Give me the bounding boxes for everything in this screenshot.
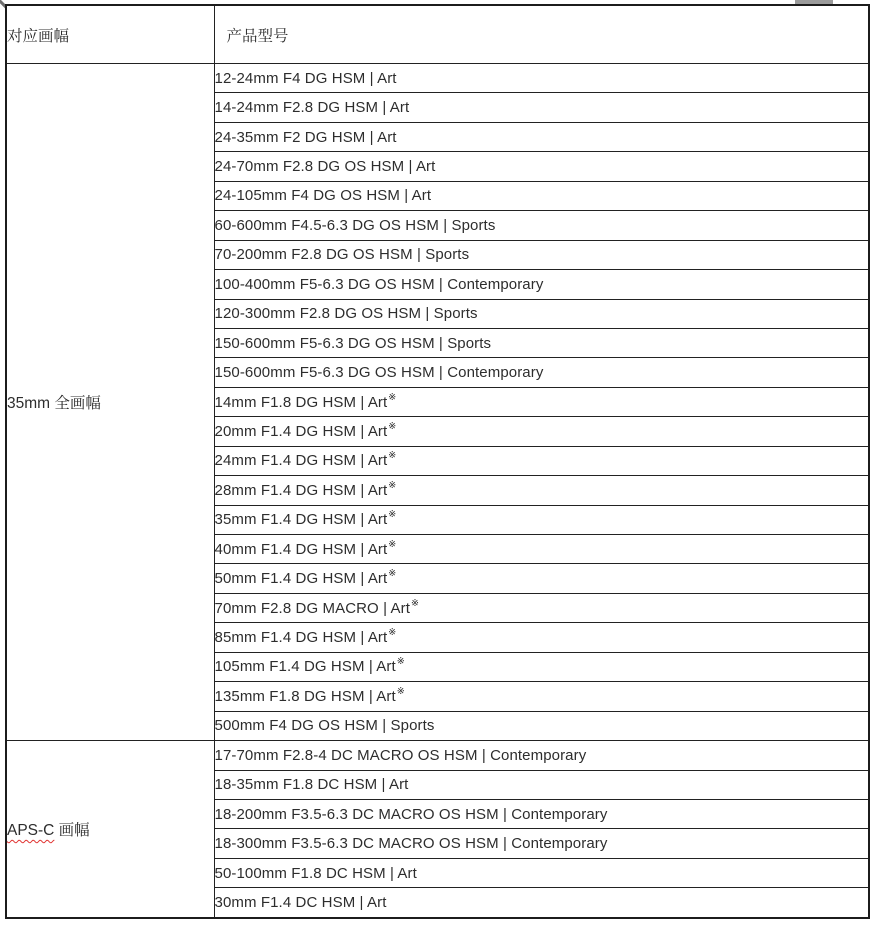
product-name: 14mm F1.8 DG HSM | Art bbox=[214, 393, 388, 411]
footnote-mark: ※ bbox=[388, 509, 397, 521]
product-name: 18-35mm F1.8 DC HSM | Art bbox=[214, 776, 409, 794]
footnote-mark: ※ bbox=[388, 420, 397, 432]
product-cell bbox=[214, 387, 869, 416]
frame-label: 画幅 bbox=[54, 821, 90, 839]
product-name: 50mm F1.4 DG HSM | Art bbox=[214, 570, 388, 588]
product-name: 20mm F1.4 DG HSM | Art bbox=[214, 422, 388, 440]
footnote-mark: ※ bbox=[388, 479, 397, 491]
product-name: 105mm F1.4 DG HSM | Art bbox=[214, 658, 396, 676]
product-cell bbox=[214, 652, 869, 681]
product-cell bbox=[214, 799, 869, 828]
footnote-mark: ※ bbox=[388, 568, 397, 580]
product-name: 14-24mm F2.8 DG HSM | Art bbox=[214, 99, 410, 117]
footnote-mark: ※ bbox=[388, 450, 397, 462]
product-cell bbox=[214, 888, 869, 918]
product-cell bbox=[214, 770, 869, 799]
product-name: 28mm F1.4 DG HSM | Art bbox=[214, 481, 388, 499]
product-name: 17-70mm F2.8-4 DC MACRO OS HSM | Contemporary bbox=[214, 746, 587, 764]
product-name: 18-300mm F3.5-6.3 DC MACRO OS HSM | Contemporary bbox=[214, 835, 608, 853]
product-name: 24-70mm F2.8 DG OS HSM | Art bbox=[214, 158, 436, 176]
product-cell bbox=[214, 741, 869, 770]
product-name: 150-600mm F5-6.3 DG OS HSM | Sports bbox=[214, 334, 492, 352]
product-cell bbox=[214, 122, 869, 151]
lens-table-body bbox=[6, 64, 869, 918]
footnote-mark: ※ bbox=[388, 391, 397, 403]
product-name: 120-300mm F2.8 DG OS HSM | Sports bbox=[214, 305, 478, 323]
header-row bbox=[6, 5, 869, 64]
product-name: 500mm F4 DG OS HSM | Sports bbox=[214, 717, 435, 735]
product-cell bbox=[214, 270, 869, 299]
frame-label: 35mm 全画幅 bbox=[7, 395, 101, 413]
misspelled-text: APS-C bbox=[7, 821, 55, 839]
product-cell bbox=[214, 211, 869, 240]
footnote-mark: ※ bbox=[396, 685, 405, 697]
product-cell bbox=[214, 328, 869, 357]
product-name: 35mm F1.4 DG HSM | Art bbox=[214, 511, 388, 529]
product-name: 85mm F1.4 DG HSM | Art bbox=[214, 629, 388, 647]
footnote-mark: ※ bbox=[411, 597, 420, 609]
product-name: 70-200mm F2.8 DG OS HSM | Sports bbox=[214, 246, 470, 264]
product-name: 70mm F2.8 DG MACRO | Art bbox=[214, 599, 410, 617]
frame-column-header: 对应画幅 bbox=[6, 5, 214, 64]
footnote-mark: ※ bbox=[388, 538, 397, 550]
product-cell bbox=[214, 358, 869, 387]
product-name: 60-600mm F4.5-6.3 DG OS HSM | Sports bbox=[214, 216, 496, 234]
product-cell bbox=[214, 476, 869, 505]
product-cell bbox=[214, 417, 869, 446]
frame-cell bbox=[6, 741, 214, 918]
product-cell bbox=[214, 152, 869, 181]
product-cell bbox=[214, 623, 869, 652]
product-cell bbox=[214, 64, 869, 93]
product-cell bbox=[214, 682, 869, 711]
product-name: 24mm F1.4 DG HSM | Art bbox=[214, 452, 388, 470]
product-cell bbox=[214, 299, 869, 328]
frame-cell bbox=[6, 64, 214, 741]
product-cell bbox=[214, 446, 869, 475]
product-name: 135mm F1.8 DG HSM | Art bbox=[214, 687, 396, 705]
table-row bbox=[6, 64, 869, 93]
product-name: 24-35mm F2 DG HSM | Art bbox=[214, 128, 397, 146]
product-cell bbox=[214, 240, 869, 269]
product-cell bbox=[214, 711, 869, 740]
product-name: 150-600mm F5-6.3 DG OS HSM | Contemporary bbox=[214, 364, 544, 382]
table-row bbox=[6, 741, 869, 770]
product-cell bbox=[214, 505, 869, 534]
product-cell bbox=[214, 858, 869, 887]
product-cell bbox=[214, 829, 869, 858]
product-name: 24-105mm F4 DG OS HSM | Art bbox=[214, 187, 432, 205]
product-cell bbox=[214, 535, 869, 564]
product-cell bbox=[214, 181, 869, 210]
product-cell bbox=[214, 564, 869, 593]
product-cell bbox=[214, 593, 869, 622]
product-name: 12-24mm F4 DG HSM | Art bbox=[214, 69, 397, 87]
footnote-mark: ※ bbox=[396, 656, 405, 668]
lens-table bbox=[5, 4, 870, 919]
product-name: 100-400mm F5-6.3 DG OS HSM | Contemporary bbox=[214, 275, 544, 293]
product-name: 50-100mm F1.8 DC HSM | Art bbox=[214, 864, 417, 882]
product-name: 18-200mm F3.5-6.3 DC MACRO OS HSM | Contemporary bbox=[214, 805, 608, 823]
product-column-header: 产品型号 bbox=[214, 5, 869, 64]
product-cell bbox=[214, 93, 869, 122]
footnote-mark: ※ bbox=[388, 627, 397, 639]
product-name: 40mm F1.4 DG HSM | Art bbox=[214, 540, 388, 558]
product-name: 30mm F1.4 DC HSM | Art bbox=[214, 893, 387, 911]
